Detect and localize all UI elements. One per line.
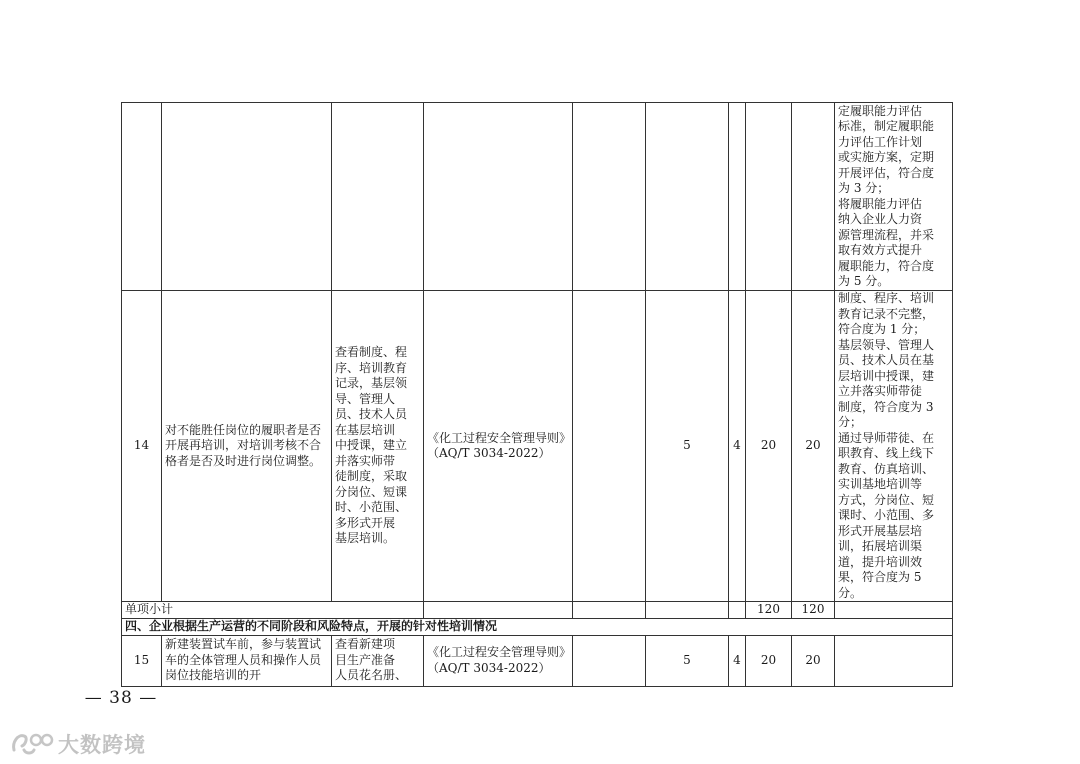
cell-v1	[646, 103, 729, 291]
cell-criteria	[835, 602, 953, 619]
cell-blank	[573, 602, 646, 619]
watermark-logo-icon	[10, 728, 56, 760]
table-row	[122, 635, 953, 686]
table-row	[122, 291, 953, 602]
cell-no	[122, 103, 162, 291]
cell-blank	[573, 291, 646, 602]
cell-criteria	[835, 635, 953, 686]
cell-blank	[573, 635, 646, 686]
cell-criteria: 制度、程序、培训 教育记录不完整， 符合度为 1 分； 基层领导、管理人 员、技术人员在基 层培训中授课，建 立并落实师带徒 制度，符合度为 3 分； 通过导师带徒、在 职教育、线上线下 教育、仿真培训、 实训基地培训等 方式，分岗位、短 课时、小范围、多 形式开展基层培 训，拓展培训渠 道，提升培训效 果，符合度为 5 分。	[835, 291, 953, 602]
cell-no: 15	[122, 635, 162, 686]
assessment-table	[121, 102, 953, 687]
subtotal-v3: 120	[746, 602, 792, 619]
cell-basis: 《化工过程安全管理导则》（AQ/T 3034-2022）	[424, 635, 573, 686]
cell-v4: 20	[792, 291, 835, 602]
cell-criteria: 定履职能力评估 标准，制定履职能 力评估工作计划 或实施方案，定期 开展评估，符合度 为 3 分； 将履职能力评估 纳入企业人力资 源管理流程，并采 取有效方式提升 履职能力，符合度 为 5 分。	[835, 103, 953, 291]
subtotal-v4: 120	[792, 602, 835, 619]
cell-v2: 4	[729, 635, 746, 686]
cell-v3: 20	[746, 635, 792, 686]
cell-content: 对不能胜任岗位的履职者是否开展再培训，对培训考核不合格者是否及时进行岗位调整。	[162, 291, 332, 602]
cell-v2	[729, 103, 746, 291]
subtotal-row	[122, 602, 953, 619]
cell-v2: 4	[729, 291, 746, 602]
cell-content	[162, 103, 332, 291]
cell-v3: 20	[746, 291, 792, 602]
section-header-row	[122, 618, 953, 635]
cell-basis	[424, 602, 573, 619]
cell-basis: 《化工过程安全管理导则》（AQ/T 3034-2022）	[424, 291, 573, 602]
cell-basis	[424, 103, 573, 291]
cell-v3	[746, 103, 792, 291]
cell-v1: 5	[646, 291, 729, 602]
page-number: — 38 —	[84, 688, 158, 708]
subtotal-label: 单项小计	[122, 602, 424, 619]
cell-v4	[792, 103, 835, 291]
cell-v2	[729, 602, 746, 619]
cell-method: 查看新建项 目生产准备 人员花名册、	[332, 635, 424, 686]
cell-v1	[646, 602, 729, 619]
section-title: 四、企业根据生产运营的不同阶段和风险特点，开展的针对性培训情况	[122, 618, 953, 635]
cell-blank	[573, 103, 646, 291]
watermark-text: 大数跨境	[58, 733, 146, 757]
watermark	[10, 727, 146, 761]
cell-no: 14	[122, 291, 162, 602]
cell-method	[332, 103, 424, 291]
table-row	[122, 103, 953, 291]
cell-v4: 20	[792, 635, 835, 686]
cell-content: 新建装置试车前，参与装置试车的全体管理人员和操作人员岗位技能培训的开	[162, 635, 332, 686]
cell-v1: 5	[646, 635, 729, 686]
cell-method: 查看制度、程 序、培训教育 记录，基层领 导、管理人 员、技术人员 在基层培训 中授课，建立 并落实师带 徒制度，采取 分岗位、短课 时、小范围、 多形式开展 基层培训。	[332, 291, 424, 602]
